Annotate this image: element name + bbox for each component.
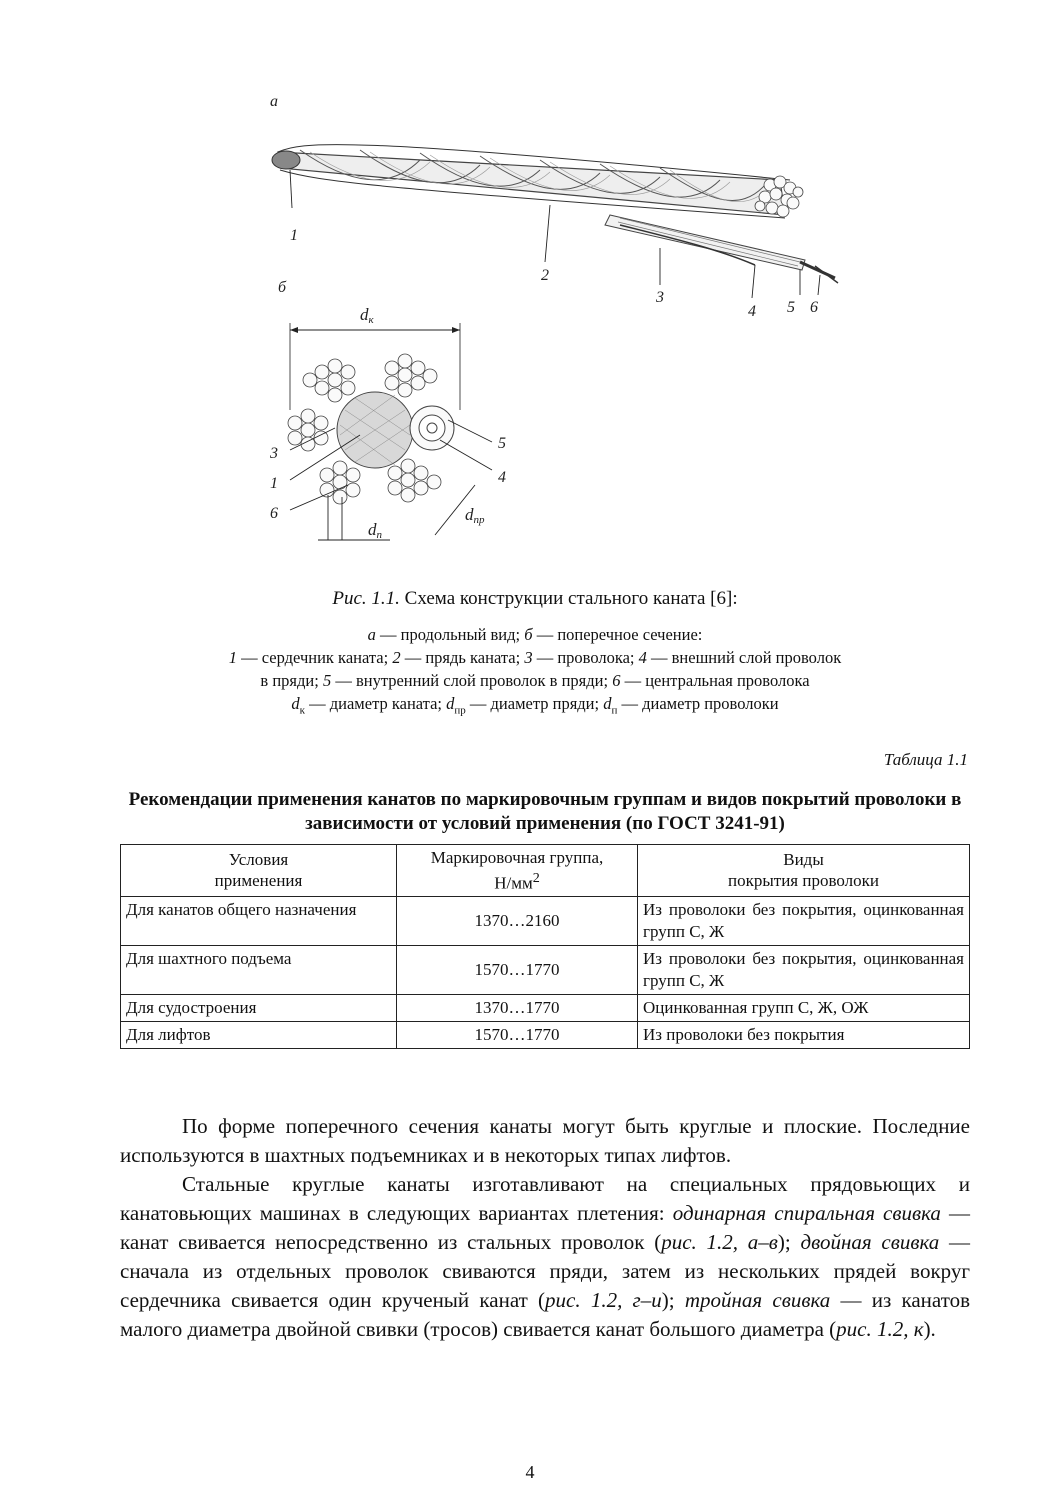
header-marking-group: Маркировочная группа, $Н/мм^2$ — [397, 845, 638, 897]
cell-group: 1370…2160 — [397, 896, 638, 945]
cell-group: 1370…1770 — [397, 994, 638, 1021]
callout-a-6: 6 — [810, 299, 818, 316]
cell-condition: Для шахтного подъема — [121, 945, 397, 994]
cell-coating: Из проволоки без покрытия, оцинкованная групп С, Ж — [638, 896, 970, 945]
cell-condition: Для лифтов — [121, 1021, 397, 1048]
header-conditions: Условия применения — [121, 845, 397, 897]
table-row — [121, 945, 970, 994]
dim-dpr: dпр — [465, 505, 485, 526]
callout-b-4: 4 — [498, 469, 506, 486]
dim-dp: dп — [368, 520, 382, 541]
callout-b-1: 1 — [270, 475, 278, 492]
table-label: Таблица 1.1 — [883, 750, 968, 769]
label-a: а — [270, 93, 278, 110]
label-b: б — [278, 279, 287, 296]
rope-diagram — [260, 90, 840, 560]
figure-caption-title: Рис. 1.1. Схема конструкции стального каната [6]: — [332, 588, 738, 609]
cell-condition: Для канатов общего назначения — [121, 896, 397, 945]
page-number: 4 — [525, 1462, 535, 1482]
cell-coating: Оцинкованная групп С, Ж, ОЖ — [638, 994, 970, 1021]
callout-b-3: 3 — [270, 445, 278, 462]
callout-a-3: 3 — [656, 289, 664, 306]
figure-caption-line-4: $d_к$ — диаметр каната; $d_{пр}$ — диаметр пряди; $d_п$ — диаметр проволоки — [291, 694, 779, 717]
rope-cross-section — [269, 305, 506, 541]
callout-a-5: 5 — [787, 299, 795, 316]
figure-caption-line-1: а — продольный вид; б — поперечное сечение: — [367, 625, 703, 644]
rope-longitudinal — [272, 145, 838, 283]
table-row — [121, 994, 970, 1021]
callout-b-5: 5 — [498, 435, 506, 452]
rope-figure — [260, 90, 840, 560]
table-title: Рекомендации применения канатов по маркировочным группам и видов покрытий проволоки в зависимости от условий применения (по ГОСТ 3241-91) — [128, 789, 962, 834]
recommendations-table — [120, 844, 970, 1049]
callout-a-4: 4 — [748, 303, 756, 320]
table-row — [121, 896, 970, 945]
cell-group: 1570…1770 — [397, 945, 638, 994]
cell-group: 1570…1770 — [397, 1021, 638, 1048]
cell-condition: Для судостроения — [121, 994, 397, 1021]
callout-a-1: 1 — [290, 227, 298, 244]
callout-a-2: 2 — [541, 267, 549, 284]
paragraph-1: По форме поперечного сечения канаты могут быть круглые и плоские. Последние используются в шахтных подъемниках и в некоторых типах лифтов. — [120, 1114, 970, 1167]
dim-dk: dк — [360, 305, 374, 326]
header-coating: Виды покрытия проволоки — [638, 845, 970, 897]
body-text — [120, 1112, 970, 1344]
table-row — [121, 1021, 970, 1048]
figure-caption-line-3: в пряди; 5 — внутренний слой проволок в пряди; 6 — центральная проволока — [260, 671, 810, 690]
callout-b-6: 6 — [270, 505, 278, 522]
cell-coating: Из проволоки без покрытия — [638, 1021, 970, 1048]
cell-coating: Из проволоки без покрытия, оцинкованная групп С, Ж — [638, 945, 970, 994]
table-header-row — [121, 845, 970, 897]
paragraph-2: Стальные круглые канаты изготавливают на специальных прядовьющих и канатовьющих машинах в следующих вариантах плетения: одинарная спиральная свивка — канат свивается непосредственно из стальных проволок (рис. 1.2, а–в); двойная свивка — сначала из отдельных проволок свиваются пряди, затем из нескольких прядей вокруг сердечника свивается один крученый канат (рис. 1.2, г–и); тройная свивка — из канатов малого диаметра двойной свивки (тросов) свивается канат большого диаметра (рис. 1.2, к). — [120, 1172, 971, 1341]
figure-caption-line-2: 1 — сердечник каната; 2 — прядь каната; 3 — проволока; 4 — внешний слой проволок — [228, 648, 842, 667]
